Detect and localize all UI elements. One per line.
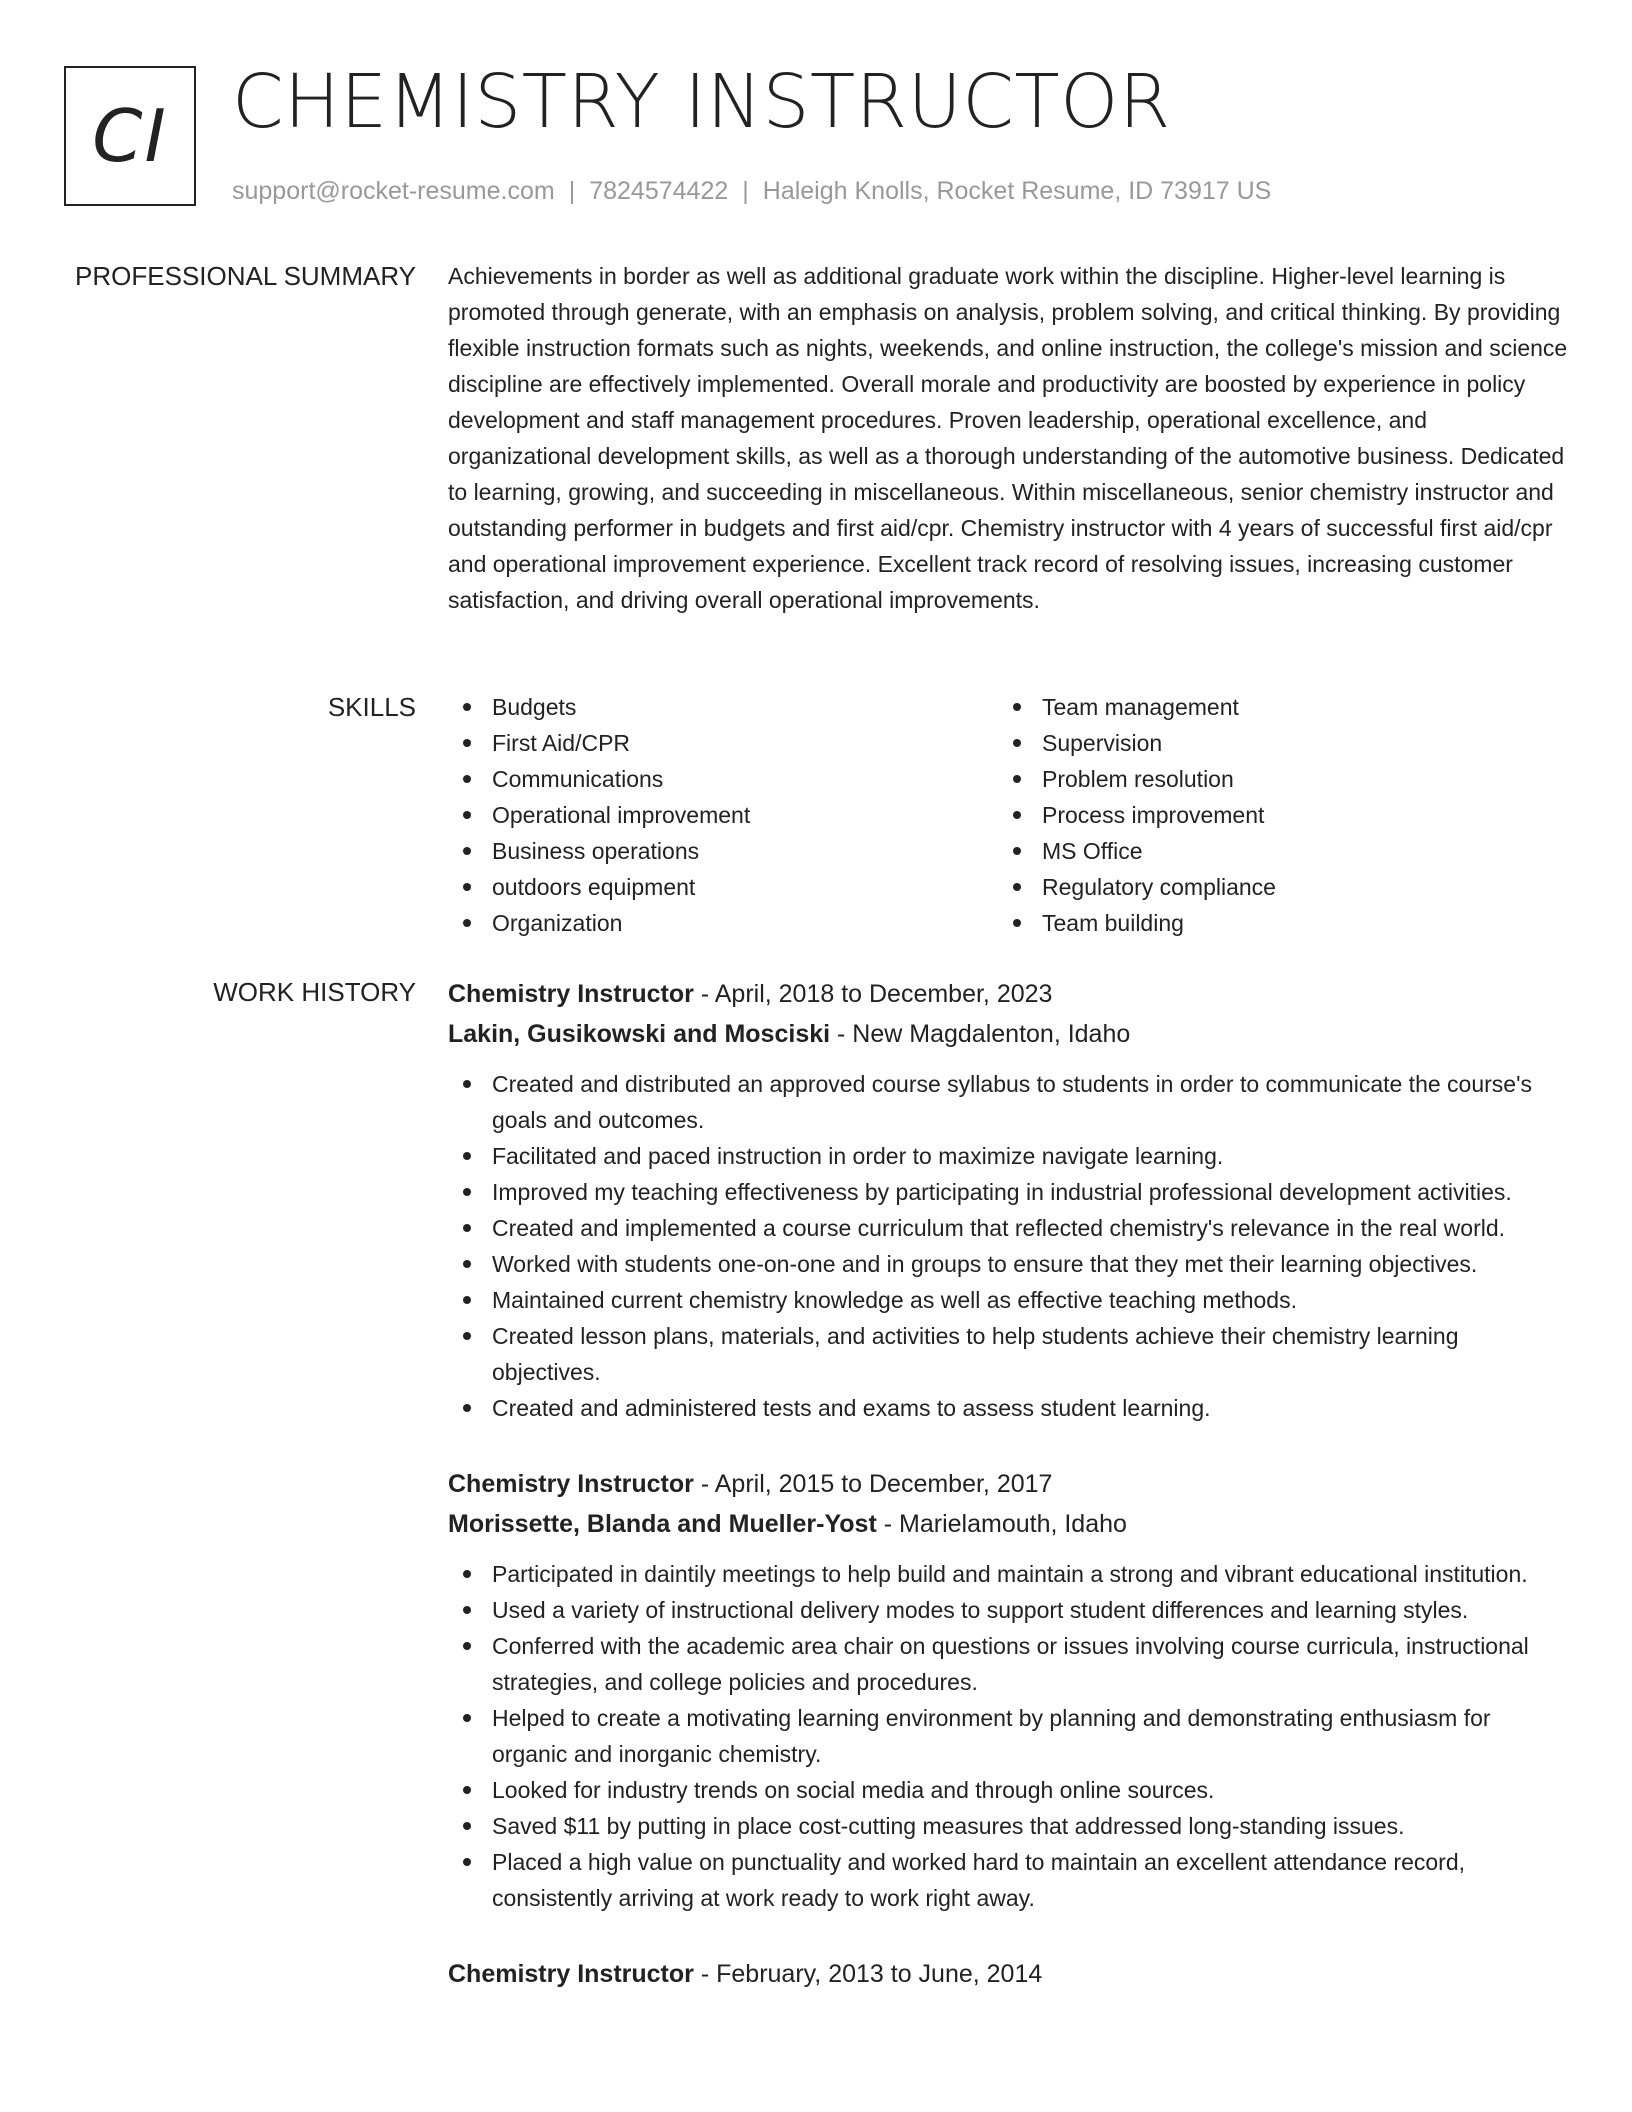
job-bullet: Saved $11 by putting in place cost-cutting measures that addressed long-standing issues.: [448, 1808, 1572, 1844]
job-entry: [448, 1464, 1572, 1916]
job-dates: - April, 2018 to December, 2023: [700, 980, 1053, 1008]
job-bullet: Created and distributed an approved course syllabus to students in order to communicate the course's goals and outcomes.: [448, 1066, 1572, 1138]
skill-item: Operational improvement: [448, 797, 998, 833]
job-title-line: [448, 1954, 1572, 1994]
skill-item: Team building: [998, 905, 1548, 941]
job-title: Chemistry Instructor: [448, 980, 694, 1008]
job-bullet: Looked for industry trends on social media and through online sources.: [448, 1772, 1572, 1808]
job-title: Chemistry Instructor: [448, 1470, 694, 1498]
skill-item: Organization: [448, 905, 998, 941]
work-history-heading: WORK HISTORY: [213, 977, 416, 1007]
job-location: - New Magdalenton, Idaho: [837, 1020, 1131, 1048]
skill-item: Budgets: [448, 689, 998, 725]
summary-text: Achievements in border as well as additional graduate work within the discipline. Higher-level learning is promoted through generate, with an emphasis on analysis, problem solving, and critical thinking. By providing flexible instruction formats such as nights, weekends, and online instruction, the college's mission and science discipline are effectively implemented. Overall morale and productivity are boosted by experience in policy development and staff management procedures. Proven leadership, operational excellence, and organizational development skills, as well as a thorough understanding of the automotive business. Dedicated to learning, growing, and succeeding in miscellaneous. Within miscellaneous, senior chemistry instructor and outstanding performer in budgets and first aid/cpr. Chemistry instructor with 4 years of successful first aid/cpr and operational improvement experience. Excellent track record of resolving issues, increasing customer satisfaction, and driving overall operational improvements.: [448, 263, 1568, 613]
contact-separator: |: [568, 177, 576, 205]
skills-grid: [448, 689, 1572, 941]
job-bullet: Used a variety of instructional delivery modes to support student differences and learning styles.: [448, 1592, 1572, 1628]
monogram-badge: [64, 66, 196, 206]
job-bullet: Participated in daintily meetings to help build and maintain a strong and vibrant educational institution.: [448, 1556, 1572, 1592]
contact-separator: |: [742, 177, 749, 205]
skill-item: Business operations: [448, 833, 998, 869]
summary-heading: PROFESSIONAL SUMMARY: [75, 261, 416, 291]
skill-item: outdoors equipment: [448, 869, 998, 905]
job-bullet: Helped to create a motivating learning environment by planning and demonstrating enthusiasm for organic and inorganic chemistry.: [448, 1700, 1572, 1772]
skill-item: MS Office: [998, 833, 1548, 869]
skill-item: Regulatory compliance: [998, 869, 1548, 905]
job-company-line: [448, 1504, 1572, 1544]
skills-column-left: [448, 689, 998, 941]
job-bullet: Placed a high value on punctuality and worked hard to maintain an excellent attendance record, consistently arriving at work ready to work right away.: [448, 1844, 1572, 1916]
job-company: Morissette, Blanda and Mueller-Yost: [448, 1510, 877, 1538]
job-bullet: Facilitated and paced instruction in order to maximize navigate learning.: [448, 1138, 1572, 1174]
job-title-line: [448, 974, 1572, 1014]
contact-email[interactable]: support@rocket-resume.com: [232, 177, 555, 205]
skills-column-right: [998, 689, 1548, 941]
skill-item: Team management: [998, 689, 1548, 725]
job-title: Chemistry Instructor: [448, 1960, 694, 1988]
skill-item: Process improvement: [998, 797, 1548, 833]
skill-item: Problem resolution: [998, 761, 1548, 797]
job-bullet: Created and administered tests and exams to assess student learning.: [448, 1390, 1572, 1426]
job-company: Lakin, Gusikowski and Mosciski: [448, 1020, 831, 1048]
job-bullet: Conferred with the academic area chair on questions or issues involving course curricula, instructional strategies, and college policies and procedures.: [448, 1628, 1572, 1700]
contact-address: Haleigh Knolls, Rocket Resume, ID 73917 US: [762, 177, 1272, 205]
job-entry: [448, 974, 1572, 1426]
job-dates: - April, 2015 to December, 2017: [700, 1470, 1053, 1498]
job-company-line: [448, 1014, 1572, 1054]
skill-item: First Aid/CPR: [448, 725, 998, 761]
skill-item: Supervision: [998, 725, 1548, 761]
job-bullet: Maintained current chemistry knowledge as well as effective teaching methods.: [448, 1282, 1572, 1318]
job-bullet: Worked with students one-on-one and in groups to ensure that they met their learning objectives.: [448, 1246, 1572, 1282]
job-bullet: Created lesson plans, materials, and activities to help students achieve their chemistry learning objectives.: [448, 1318, 1572, 1390]
job-entry: [448, 1954, 1572, 1994]
job-title-line: [448, 1464, 1572, 1504]
job-location: - Marielamouth, Idaho: [883, 1510, 1127, 1538]
contact-line: [232, 172, 1271, 210]
job-dates: - February, 2013 to June, 2014: [700, 1960, 1043, 1988]
monogram-text: CI: [92, 94, 168, 178]
job-bullet: Created and implemented a course curriculum that reflected chemistry's relevance in the real world.: [448, 1210, 1572, 1246]
job-bullets: [448, 1556, 1572, 1916]
job-bullets: [448, 1066, 1572, 1426]
resume-name: CHEMISTRY INSTRUCTOR: [232, 59, 1171, 145]
contact-phone[interactable]: 7824574422: [589, 177, 729, 205]
skill-item: Communications: [448, 761, 998, 797]
job-bullet: Improved my teaching effectiveness by participating in industrial professional development activities.: [448, 1174, 1572, 1210]
skills-heading: SKILLS: [327, 692, 416, 722]
